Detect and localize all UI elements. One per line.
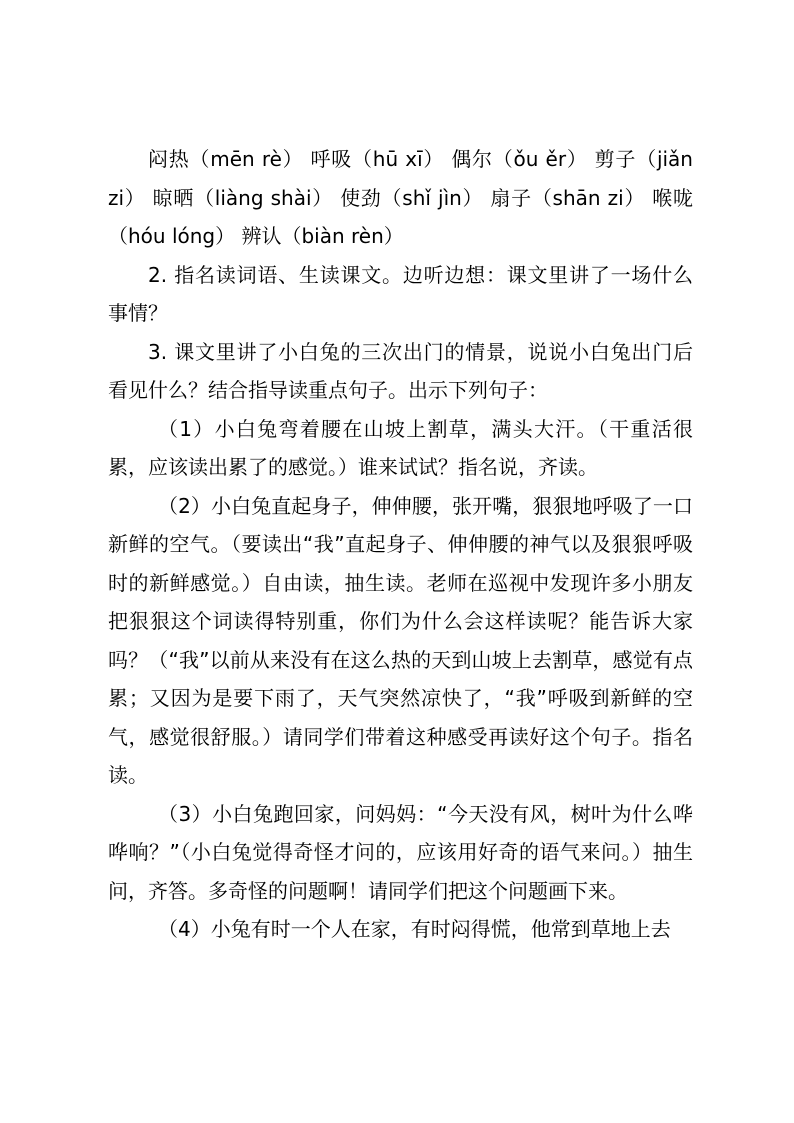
- sentence-4-paragraph: （4）小兔有时一个人在家，有时闷得慌，他常到草地上去: [158, 917, 671, 941]
- sentence-1-paragraph: （1）小白兔弯着腰在山坡上割草，满头大汗。（干重活很累，应该读出累了的感觉。）谁来试试？指名说，齐读。: [108, 416, 693, 479]
- sentence-3-paragraph: （3）小白兔跑回家，问妈妈：“今天没有风，树叶为什么哗哗响？”（小白兔觉得奇怪才问的，应该用好奇的语气来问。）抽生问，齐答。多奇怪的问题啊！请同学们把这个问题画下来。: [108, 801, 693, 903]
- lesson-text: [108, 140, 693, 949]
- sentence-2-paragraph: （2）小白兔直起身子，伸伸腰，张开嘴，狠狠地呼吸了一口新鲜的空气。（要读出“我”直起身子、伸伸腰的神气以及狠狠呼吸时的新鲜感觉。）自由读，抽生读。老师在巡视中发现许多小朋友把狠狠这个词读得特别重，你们为什么会这样读呢？能告诉大家吗？（“我”以前从来没有在这么热的天到山坡上去割草，感觉有点累；又因为是要下雨了，天气突然凉快了，“我”呼吸到新鲜的空气，感觉很舒服。）请同学们带着这种感受再读好这个句子。指名读。: [108, 493, 693, 787]
- step-3-paragraph: 3. 课文里讲了小白兔的三次出门的情景，说说小白兔出门后看见什么？结合指导读重点句子。出示下列句子：: [108, 339, 693, 402]
- vocabulary-paragraph: 闷热（mēn rè） 呼吸（hū xī） 偶尔（ǒu ěr） 剪子（jiǎn zi） 晾晒（liàng shài） 使劲（shǐ jìn） 扇子（shān zi） 喉咙（hóu lóng） 辨认（biàn rèn）: [108, 147, 693, 248]
- step-2-paragraph: 2. 指名读词语、生读课文。边听边想：课文里讲了一场什么事情？: [108, 262, 693, 325]
